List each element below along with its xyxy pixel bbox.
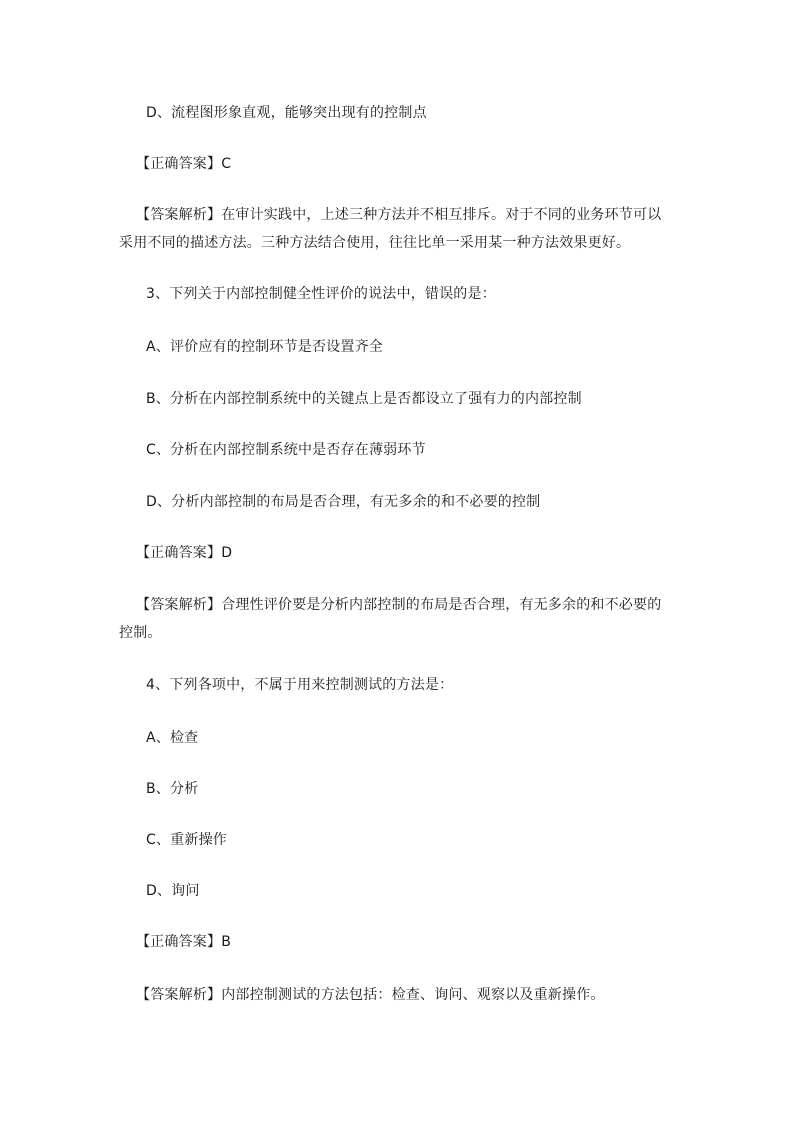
q3-answer: 【正确答案】D [136,545,233,561]
q3-option-c: C、分析在内部控制系统中是否存在薄弱环节 [146,442,426,458]
q2-explanation-line2: 采用不同的描述方法。三种方法结合使用，往往比单一采用某一种方法效果更好。 [119,235,631,251]
q3-option-a: A、评价应有的控制环节是否设置齐全 [146,339,383,355]
q2-option-d: D、流程图形象直观，能够突出现有的控制点 [146,105,427,121]
q3-question: 3、下列关于内部控制健全性评价的说法中，错误的是： [146,286,496,302]
q2-explanation-line1: 【答案解析】在审计实践中，上述三种方法并不相互排斥。对于不同的业务环节可以 [136,207,662,223]
q4-option-d: D、询问 [146,883,200,899]
q4-question: 4、下列各项中，不属于用来控制测试的方法是： [146,677,454,693]
q3-option-b: B、分析在内部控制系统中的关键点上是否都设立了强有力的内部控制 [146,391,582,407]
q4-option-c: C、重新操作 [146,832,227,848]
q4-option-b: B、分析 [146,781,199,797]
q3-explanation-line1: 【答案解析】合理性评价要是分析内部控制的布局是否合理，有无多余的和不必要的 [136,597,662,613]
q3-explanation-line2: 控制。 [119,625,162,641]
q4-explanation: 【答案解析】内部控制测试的方法包括：检查、询问、观察以及重新操作。 [136,987,605,1003]
q3-option-d: D、分析内部控制的布局是否合理，有无多余的和不必要的控制 [146,494,541,510]
q4-answer: 【正确答案】B [136,934,232,950]
q2-answer: 【正确答案】C [136,156,232,172]
q4-option-a: A、检查 [146,730,199,746]
